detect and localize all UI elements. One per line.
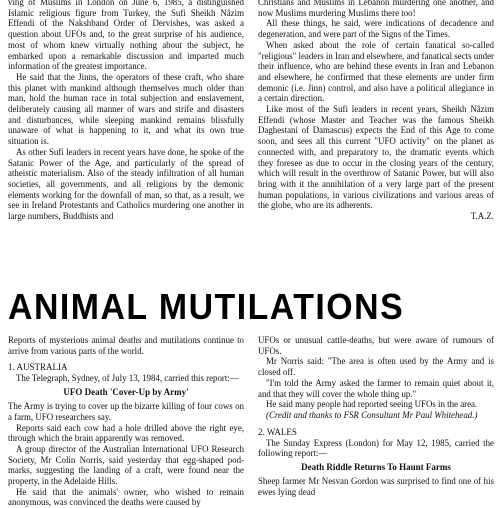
article-paragraph: He said many people had reported seeing UFOs in the area. — [266, 399, 478, 410]
credit-note: (Credit and thanks to FSR Consultant Mr Paul Whitehead.) — [266, 409, 478, 420]
section-heading-australia: 1. AUSTRALIA — [8, 362, 68, 373]
top-left-column — [8, 0, 244, 222]
section-headline: ANIMAL MUTILATIONS — [8, 286, 405, 327]
news-subhead: UFO Death 'Cover-Up by Army' — [63, 387, 189, 398]
top-right-column — [258, 0, 494, 222]
article-paragraph: As other Sufi leaders in recent years have done, he spoke of the Satanic Power of the Age, and particularly of the spread of atheistic materialism. Also of the steady infiltration of all human societies, all governments, and all religions by the demonic elements working for the downfall of man, so that, as a result, we see in Ireland Protestants and Catholics murdering one another in large numbers, Buddhists and — [8, 146, 244, 222]
article-paragraph: Like most of the Sufi leaders in recent years, Sheikh Nâzim Effendi (whose Master and Teacher was the famous Sheikh Daghestani of Damascus) expects the End of this Age to come soon, and sees all this current "UFO activity" on the planet as connected with, and preparatory to, the dramatic events which they foresee as due to occur in the closing years of the century, which will result in the overthrow of Satanic Power, but will also bring with it the annihilation of a very large part of the present human populations, in various civilizations and various areas of the globe, who are its adherents. — [258, 104, 494, 211]
article-paragraph: The Army is trying to cover up the bizarre killing of four cows on a farm, UFO researchers say. — [8, 401, 244, 422]
source-intro: The Telegraph, Sydney, of July 13, 1984, carried this report:— — [16, 373, 239, 384]
bottom-left-column — [8, 335, 244, 508]
article-paragraph: "I'm told the Army asked the farmer to remain quiet about it, and that they will cover the whole thing up." — [258, 377, 494, 399]
article-paragraph: Christians and Muslims in Lebanon murdering one another, and now Muslims murdering Muslims there too! — [258, 0, 494, 18]
article-paragraph: When asked about the role of certain fanatical so-called "religious" leaders in Iran and elsewhere, and fanatical sects under their influence, who are behind these events in Iran and Lebanon and elsewhere, he confirmed that these elements are under firm demonic (i.e. Jinn) control, and also have a political allegiance in a certain direction. — [258, 39, 494, 104]
author-signature: T.A.Z. — [470, 211, 494, 222]
section-heading-wales: 2. WALES — [258, 426, 297, 437]
source-intro: The Sunday Express (London) for May 12, 1985, carried the following report:— — [258, 437, 494, 459]
bottom-right-column — [258, 335, 494, 497]
article-paragraph: Sheep farmer Mr Nesvan Gordon was surprised to find one of his ewes lying dead — [258, 476, 494, 497]
article-paragraph: He said that the animals' owner, who wished to remain anonymous, was convinced the deaths were caused by — [8, 486, 244, 508]
article-paragraph: UFOs or unusual cattle-deaths, but were aware of rumours of UFOs. — [258, 335, 494, 356]
news-subhead: Death Riddle Returns To Haunt Farms — [301, 462, 451, 473]
article-paragraph: A group director of the Australian International UFO Research Society, Mr Colin Norris, said yesterday that egg-shaped pod-marks, suggesting the landing of a craft, were found near the property, in the Adelaide Hills. — [8, 443, 244, 487]
intro-paragraph: Reports of mysterious animal deaths and mutilations continue to arrive from various parts of the world. — [8, 335, 244, 356]
article-paragraph: Mr Norris said: "The area is often used by the Army and is closed off. — [258, 356, 494, 378]
article-paragraph: ving of Muslims in London on June 6, 1985, a distinguished Islamic religious figure from Turkey, the Sufi Sheikh Nâzim Effendi of the Nakshband Order of Dervishes, was asked a question about UFOs and, to the great surprise of his audience, most of whom knew virtually nothing about the subject, he embarked upon a remarkable discussion and imparted much information of the greatest importance. — [8, 0, 244, 72]
article-paragraph: Reports said each cow had a hole drilled above the right eye, through which the brain apparently was removed. — [8, 422, 244, 444]
article-paragraph: He said that the Jinns, the operators of these craft, who share this planet with mankind although themselves much older than man, hold the human race in total subjection and enslavement, deliberately causing all manner of wars and strife and disasters and disturbances, while sleeping mankind remains blissfully unaware of what is happening to it, and what its own true situation is. — [8, 71, 244, 147]
article-paragraph: All these things, he said, were indications of decadence and degeneration, and were part of the Signs of the Times. — [258, 18, 494, 40]
